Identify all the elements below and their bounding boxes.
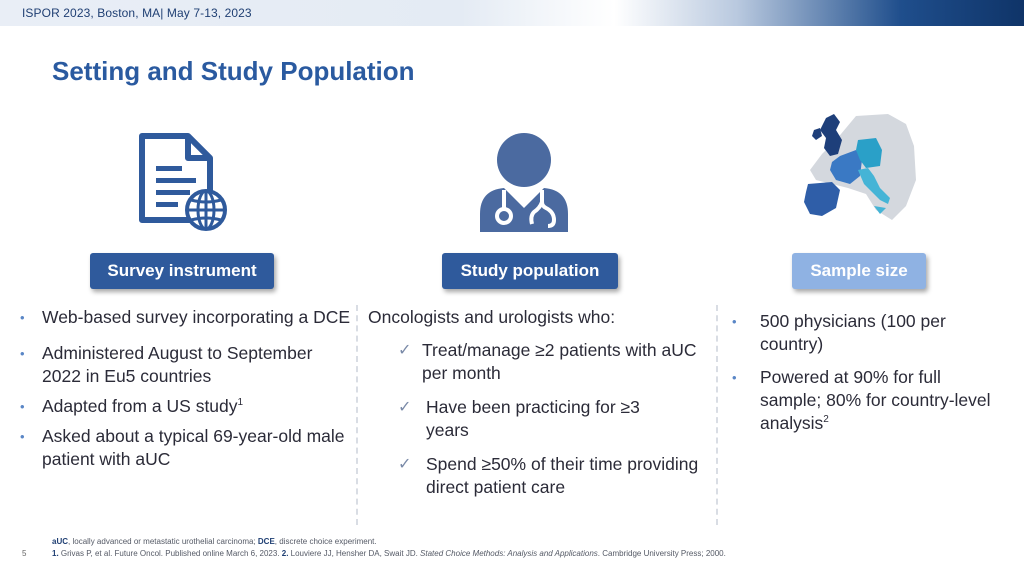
list-item: • Administered August to September 2022 in Eu5 countries: [16, 342, 352, 388]
list-item-text: Powered at 90% for full sample; 80% for country-level analysis: [760, 367, 991, 433]
list-item: [16, 395, 352, 418]
list-item: ✓ Have been practicing for ≥3 years: [398, 396, 673, 442]
list-item: ✓ Treat/manage ≥2 patients with aUC per month: [398, 339, 713, 385]
abbreviations-footnote: [52, 537, 377, 546]
list-item: • Asked about a typical 69-year-old male patient with aUC: [16, 425, 352, 471]
list-item-text: Adapted from a US study: [42, 396, 238, 416]
reference-text: . Cambridge University Press; 2000.: [597, 549, 726, 558]
population-criteria: [368, 306, 713, 499]
survey-details: [16, 306, 352, 471]
survey-instrument-label: Survey instrument: [90, 253, 274, 289]
document-globe-icon: [136, 132, 232, 232]
page-number: 5: [22, 549, 27, 558]
conference-info: ISPOR 2023, Boston, MA| May 7-13, 2023: [22, 6, 252, 20]
list-item: • 500 physicians (100 per country): [728, 310, 998, 356]
reference-number: 2.: [281, 549, 289, 558]
references-footnote: [52, 549, 726, 558]
column-divider: [356, 305, 358, 525]
sample-size-label: Sample size: [792, 253, 926, 289]
list-item: ✓ Spend ≥50% of their time providing direct patient care: [398, 453, 713, 499]
abbreviation-definition: , discrete choice experiment.: [274, 537, 377, 546]
citation-marker: 2: [823, 414, 829, 426]
reference-text: Louviere JJ, Hensher DA, Swait JD.: [288, 549, 421, 558]
list-item: • Web-based survey incorporating a DCE: [16, 306, 352, 329]
abbreviation-term: aUC: [52, 537, 69, 546]
criteria-intro: Oncologists and urologists who:: [368, 307, 616, 327]
abbreviation-definition: , locally advanced or metastatic urothelial carcinoma;: [68, 537, 258, 546]
reference-title: Stated Choice Methods: Analysis and Applications: [420, 549, 598, 558]
abbreviation-term: DCE: [257, 537, 275, 546]
reference-text: Grivas P, et al. Future Oncol. Published online March 6, 2023.: [58, 549, 282, 558]
study-population-label: Study population: [442, 253, 618, 289]
citation-marker: 1: [237, 397, 244, 409]
column-divider: [716, 305, 718, 525]
europe-map-image: [796, 110, 920, 228]
page-title: Setting and Study Population: [52, 56, 415, 86]
reference-number: 1.: [52, 549, 59, 558]
list-item: [728, 366, 998, 435]
sample-details: [728, 310, 998, 435]
doctor-icon: [474, 128, 574, 234]
header-bar: [0, 0, 1024, 26]
